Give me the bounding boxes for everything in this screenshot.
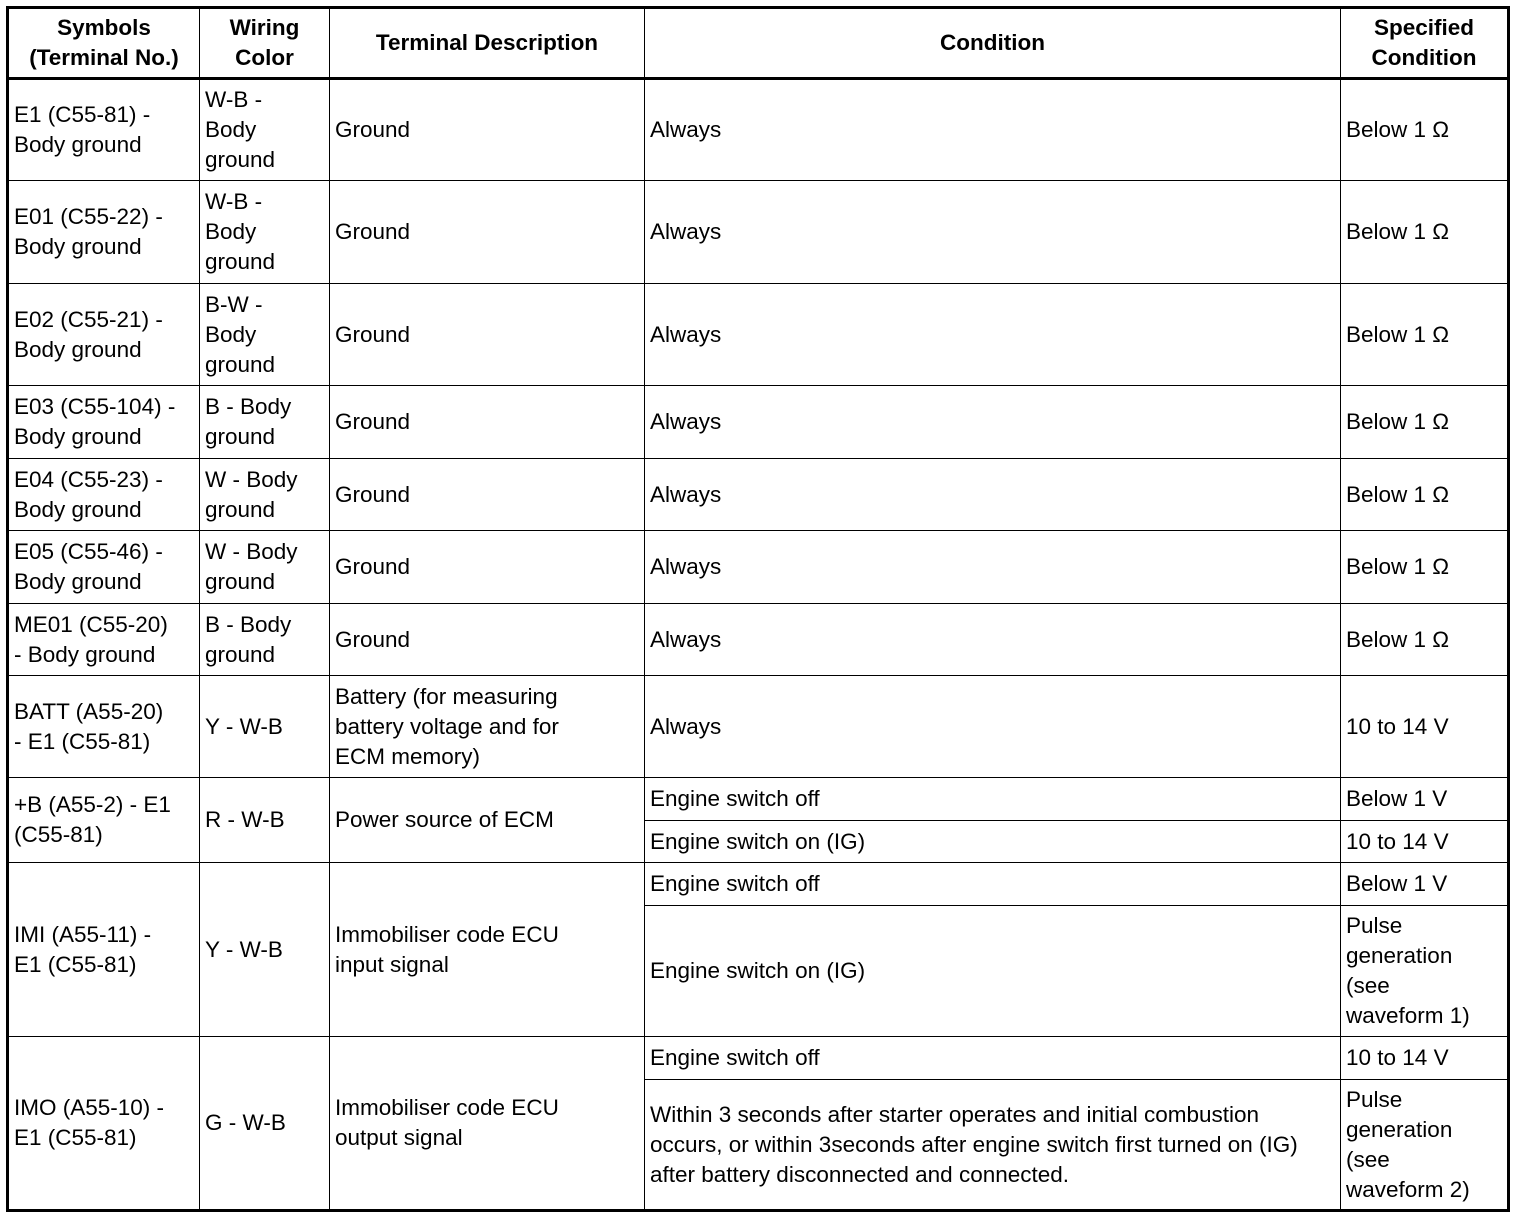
wiring-cell bbox=[200, 676, 330, 778]
wiring-line: ground bbox=[205, 641, 276, 667]
specified-cell bbox=[1341, 181, 1509, 284]
header-wiring-color bbox=[200, 8, 330, 79]
description-line: Ground bbox=[335, 219, 411, 244]
symbol-line: E1 (C55-81) bbox=[14, 951, 137, 977]
description-cell bbox=[330, 676, 645, 778]
condition-cell: Engine switch on (IG) bbox=[645, 821, 1341, 863]
description-line: Power source of ECM bbox=[335, 807, 554, 832]
table-row bbox=[8, 79, 1509, 181]
condition-cell: Always bbox=[645, 79, 1341, 181]
condition-cell: Always bbox=[645, 181, 1341, 284]
header-wiring-line: Wiring bbox=[229, 15, 300, 40]
description-cell bbox=[330, 79, 645, 181]
symbol-cell bbox=[8, 604, 200, 676]
wiring-line: ground bbox=[205, 147, 276, 172]
symbol-line: Body ground bbox=[14, 234, 142, 259]
wiring-cell bbox=[200, 604, 330, 676]
table-row bbox=[8, 863, 1509, 906]
specified-line: 10 to 14 V bbox=[1346, 1045, 1449, 1070]
wiring-line: Y - W-B bbox=[205, 936, 283, 962]
symbol-line: (C55-81) bbox=[14, 822, 103, 847]
specified-cell bbox=[1341, 906, 1509, 1037]
table-row bbox=[8, 778, 1509, 821]
wiring-line: W-B - bbox=[205, 87, 263, 112]
specified-line: generation bbox=[1346, 943, 1453, 968]
wiring-line: ground bbox=[205, 249, 276, 274]
symbol-cell bbox=[8, 181, 200, 284]
wiring-cell bbox=[200, 459, 330, 531]
specified-cell bbox=[1341, 778, 1509, 821]
symbol-line: ME01 (C55-20) bbox=[14, 611, 168, 637]
specified-line: Below 1 Ω bbox=[1346, 117, 1450, 142]
condition-cell: Always bbox=[645, 284, 1341, 386]
condition-cell: Always bbox=[645, 531, 1341, 604]
table-row bbox=[8, 386, 1509, 459]
description-line: Ground bbox=[335, 481, 411, 507]
wiring-line: B - Body bbox=[205, 611, 292, 637]
header-symbols-line: Symbols bbox=[57, 15, 151, 40]
condition-cell: Always bbox=[645, 676, 1341, 778]
specified-cell bbox=[1341, 284, 1509, 386]
description-line: Ground bbox=[335, 409, 411, 434]
symbol-line: Body ground bbox=[14, 132, 142, 157]
symbol-line: E04 (C55-23) - bbox=[14, 466, 163, 492]
specified-line: Below 1 V bbox=[1346, 786, 1448, 811]
header-specified-line: Specified bbox=[1373, 15, 1475, 40]
specified-line: 10 to 14 V bbox=[1346, 828, 1449, 854]
table-row bbox=[8, 284, 1509, 386]
symbol-line: E03 (C55-104) - bbox=[14, 394, 176, 419]
specified-line: 10 to 14 V bbox=[1346, 713, 1449, 739]
specified-line: Below 1 V bbox=[1346, 871, 1448, 896]
ecm-terminal-table bbox=[6, 6, 1510, 1212]
description-cell bbox=[330, 181, 645, 284]
wiring-line: Body bbox=[205, 117, 257, 142]
table-row bbox=[8, 676, 1509, 778]
wiring-cell bbox=[200, 863, 330, 1037]
description-cell bbox=[330, 531, 645, 604]
symbol-line: Body ground bbox=[14, 569, 142, 594]
specified-cell bbox=[1341, 531, 1509, 604]
table-row bbox=[8, 1037, 1509, 1080]
description-cell bbox=[330, 778, 645, 863]
condition-cell: Engine switch off bbox=[645, 778, 1341, 821]
specified-cell bbox=[1341, 863, 1509, 906]
symbol-line: IMI (A55-11) - bbox=[14, 921, 152, 947]
specified-cell bbox=[1341, 79, 1509, 181]
specified-cell bbox=[1341, 1080, 1509, 1211]
symbol-cell bbox=[8, 676, 200, 778]
symbol-line: E02 (C55-21) - bbox=[14, 306, 163, 332]
description-line: battery voltage and for bbox=[335, 713, 559, 739]
symbol-cell bbox=[8, 1037, 200, 1211]
specified-line: generation bbox=[1346, 1116, 1453, 1142]
specified-line: Below 1 Ω bbox=[1346, 219, 1450, 244]
symbol-line: +B (A55-2) - E1 bbox=[14, 792, 171, 817]
header-terminal-description: Terminal Description bbox=[330, 8, 645, 79]
description-line: Battery (for measuring bbox=[335, 683, 558, 709]
description-line: Ground bbox=[335, 554, 411, 579]
symbol-cell bbox=[8, 79, 200, 181]
wiring-line: W-B - bbox=[205, 189, 263, 214]
wiring-line: ground bbox=[205, 351, 276, 377]
wiring-line: R - W-B bbox=[205, 807, 285, 832]
header-symbols-line: (Terminal No.) bbox=[29, 45, 179, 70]
specified-cell bbox=[1341, 459, 1509, 531]
condition-cell: Always bbox=[645, 604, 1341, 676]
condition-cell: Within 3 seconds after starter operates and initial combustion occurs, or within 3seconds after engine switch first turned on (IG) after battery disconnected and connected. bbox=[645, 1080, 1341, 1211]
description-cell bbox=[330, 863, 645, 1037]
description-cell bbox=[330, 604, 645, 676]
table-row bbox=[8, 604, 1509, 676]
symbol-line: - Body ground bbox=[14, 641, 156, 667]
wiring-cell bbox=[200, 531, 330, 604]
symbol-cell bbox=[8, 386, 200, 459]
wiring-cell bbox=[200, 386, 330, 459]
description-line: Ground bbox=[335, 321, 411, 347]
wiring-line: ground bbox=[205, 569, 276, 594]
symbol-line: - E1 (C55-81) bbox=[14, 728, 151, 754]
wiring-cell bbox=[200, 181, 330, 284]
wiring-line: Body bbox=[205, 321, 257, 347]
description-line: Ground bbox=[335, 117, 411, 142]
header-wiring-line: Color bbox=[235, 45, 294, 70]
specified-line: Below 1 Ω bbox=[1346, 409, 1450, 434]
symbol-line: Body ground bbox=[14, 424, 142, 449]
symbol-cell bbox=[8, 459, 200, 531]
table-row bbox=[8, 181, 1509, 284]
description-cell bbox=[330, 1037, 645, 1211]
symbol-cell bbox=[8, 531, 200, 604]
description-cell bbox=[330, 386, 645, 459]
description-line: Immobiliser code ECU bbox=[335, 921, 559, 947]
description-line: input signal bbox=[335, 951, 449, 977]
specified-line: Below 1 Ω bbox=[1346, 554, 1450, 579]
specified-line: Below 1 Ω bbox=[1346, 321, 1450, 347]
table-row bbox=[8, 531, 1509, 604]
wiring-line: ground bbox=[205, 496, 276, 522]
specified-line: waveform 2) bbox=[1346, 1176, 1470, 1202]
wiring-line: ground bbox=[205, 424, 276, 449]
condition-cell: Engine switch off bbox=[645, 863, 1341, 906]
symbol-cell bbox=[8, 863, 200, 1037]
wiring-line: G - W-B bbox=[205, 1110, 286, 1135]
wiring-line: Body bbox=[205, 219, 257, 244]
wiring-line: B - Body bbox=[205, 394, 292, 419]
wiring-line: W - Body bbox=[205, 466, 298, 492]
wiring-cell bbox=[200, 79, 330, 181]
symbol-line: E01 (C55-22) - bbox=[14, 204, 163, 229]
header-symbols bbox=[8, 8, 200, 79]
symbol-line: IMO (A55-10) - bbox=[14, 1095, 165, 1120]
description-line: Ground bbox=[335, 626, 411, 652]
header-specified-line: Condition bbox=[1371, 45, 1477, 70]
wiring-cell bbox=[200, 778, 330, 863]
condition-cell: Always bbox=[645, 386, 1341, 459]
specified-line: Below 1 Ω bbox=[1346, 481, 1450, 507]
specified-line: Pulse bbox=[1346, 1086, 1403, 1112]
symbol-cell bbox=[8, 284, 200, 386]
symbol-line: E1 (C55-81) bbox=[14, 1125, 137, 1150]
symbol-line: Body ground bbox=[14, 336, 142, 362]
specified-line: (see bbox=[1346, 973, 1390, 998]
condition-cell: Always bbox=[645, 459, 1341, 531]
symbol-line: E05 (C55-46) - bbox=[14, 539, 163, 564]
header-condition: Condition bbox=[645, 8, 1341, 79]
specified-line: (see bbox=[1346, 1146, 1390, 1172]
specified-cell bbox=[1341, 386, 1509, 459]
specified-cell bbox=[1341, 1037, 1509, 1080]
description-line: output signal bbox=[335, 1125, 463, 1150]
wiring-cell bbox=[200, 1037, 330, 1211]
condition-cell: Engine switch on (IG) bbox=[645, 906, 1341, 1037]
wiring-line: B-W - bbox=[205, 291, 263, 317]
specified-cell bbox=[1341, 821, 1509, 863]
description-line: ECM memory) bbox=[335, 743, 480, 769]
header-row bbox=[8, 8, 1509, 79]
description-cell bbox=[330, 459, 645, 531]
specified-line: Pulse bbox=[1346, 913, 1403, 938]
symbol-cell bbox=[8, 778, 200, 863]
wiring-line: Y - W-B bbox=[205, 713, 283, 739]
specified-cell bbox=[1341, 604, 1509, 676]
wiring-cell bbox=[200, 284, 330, 386]
specified-line: waveform 1) bbox=[1346, 1003, 1470, 1028]
symbol-line: BATT (A55-20) bbox=[14, 698, 164, 724]
description-cell bbox=[330, 284, 645, 386]
symbol-line: E1 (C55-81) - bbox=[14, 102, 151, 127]
symbol-line: Body ground bbox=[14, 496, 142, 522]
specified-cell bbox=[1341, 676, 1509, 778]
description-line: Immobiliser code ECU bbox=[335, 1095, 559, 1120]
condition-cell: Engine switch off bbox=[645, 1037, 1341, 1080]
specified-line: Below 1 Ω bbox=[1346, 626, 1450, 652]
table-row bbox=[8, 459, 1509, 531]
wiring-line: W - Body bbox=[205, 539, 298, 564]
header-specified-condition bbox=[1341, 8, 1509, 79]
